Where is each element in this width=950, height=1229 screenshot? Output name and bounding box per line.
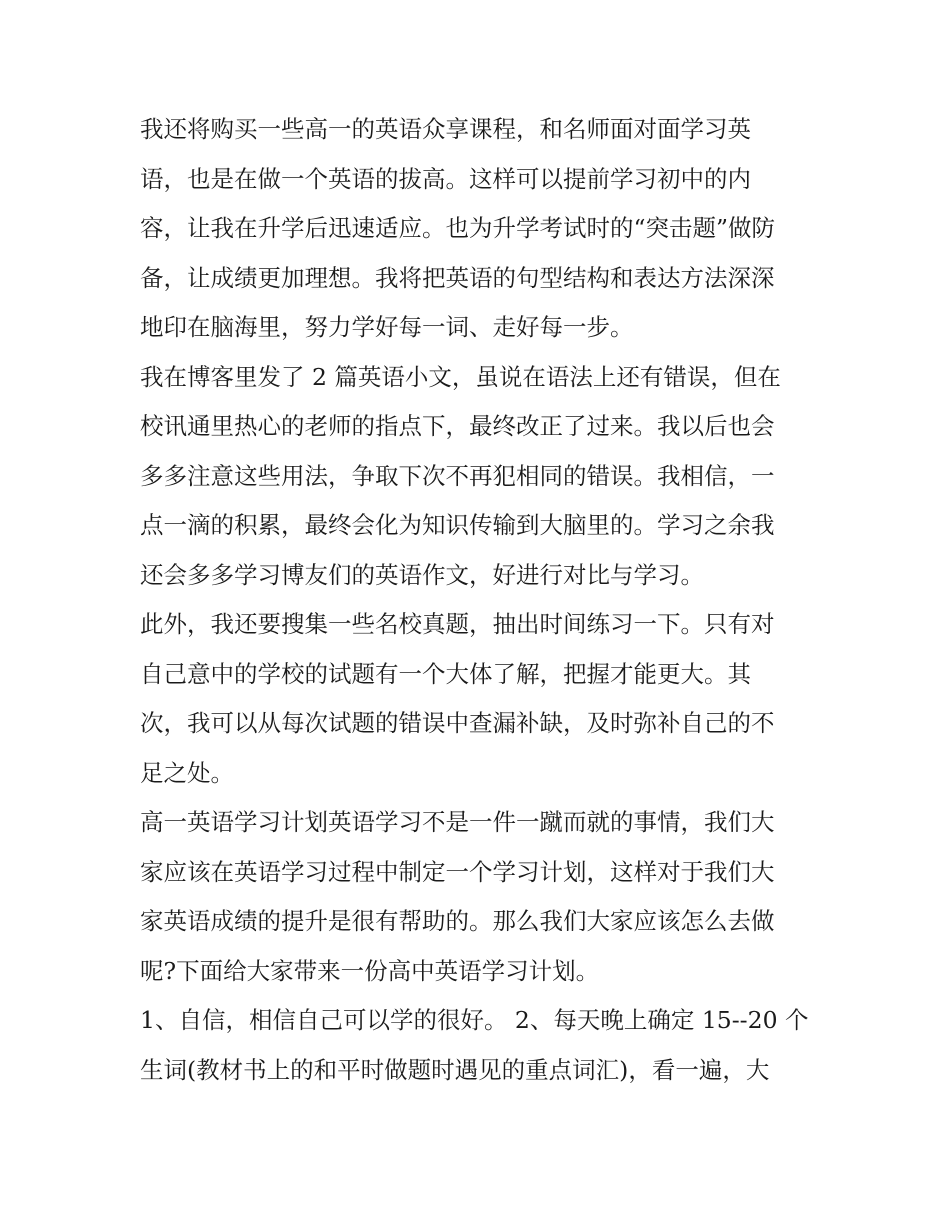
text-line: 备，让成绩更加理想。我将把英语的句型结构和表达方法深深 [140,263,775,292]
text-line: 还会多多学习博友们的英语作文，好进行对比与学习。 [140,560,704,589]
text-line: 高一英语学习计划英语学习不是一件一蹴而就的事情，我们大 [140,808,775,836]
text-line: 家应该在英语学习过程中制定一个学习计划，这样对于我们大 [140,857,775,886]
text-line: 家英语成绩的提升是很有帮助的。那么我们大家应该怎么去做 [140,907,775,935]
paragraph-blog-essays [140,353,812,601]
document-page [140,105,812,1095]
text-line: 此外，我还要搜集一些名校真题，抽出时间练习一下。只有对 [140,610,775,638]
text-line: 自己意中的学校的试题有一个大体了解，把握才能更大。其 [140,659,751,688]
text-line: 1、自信，相信自己可以学的很好。 2、每天晚上确定 15--20 个 [140,1006,809,1034]
text-line: 生词(教材书上的和平时做题时遇见的重点词汇)，看一遍，大 [140,1055,770,1084]
paragraph-study-plan-intro [140,798,812,996]
text-line: 呢?下面给大家带来一份高中英语学习计划。 [140,956,600,985]
text-line: 地印在脑海里，努力学好每一词、走好每一步。 [140,313,634,341]
text-line: 多多注意这些用法，争取下次不再犯相同的错误。我相信，一 [140,461,775,490]
paragraph-english-course [140,105,812,353]
paragraph-exam-practice [140,600,812,798]
text-line: 语，也是在做一个英语的拔高。这样可以提前学习初中的内 [140,164,751,193]
text-line: 我在博客里发了 2 篇英语小文，虽说在语法上还有错误，但在 [140,362,781,391]
text-line: 校讯通里热心的老师的指点下，最终改正了过来。我以后也会 [140,412,775,440]
text-line: 容，让我在升学后迅速适应。也为升学考试时的“突击题”做防 [140,214,776,242]
text-line: 我还将购买一些高一的英语众享课程，和名师面对面学习英 [140,115,751,143]
text-line: 次，我可以从每次试题的错误中查漏补缺，及时弥补自己的不 [140,709,775,737]
text-line: 足之处。 [140,758,234,787]
text-line: 点一滴的积累，最终会化为知识传输到大脑里的。学习之余我 [140,511,775,539]
paragraph-plan-items [140,996,812,1095]
